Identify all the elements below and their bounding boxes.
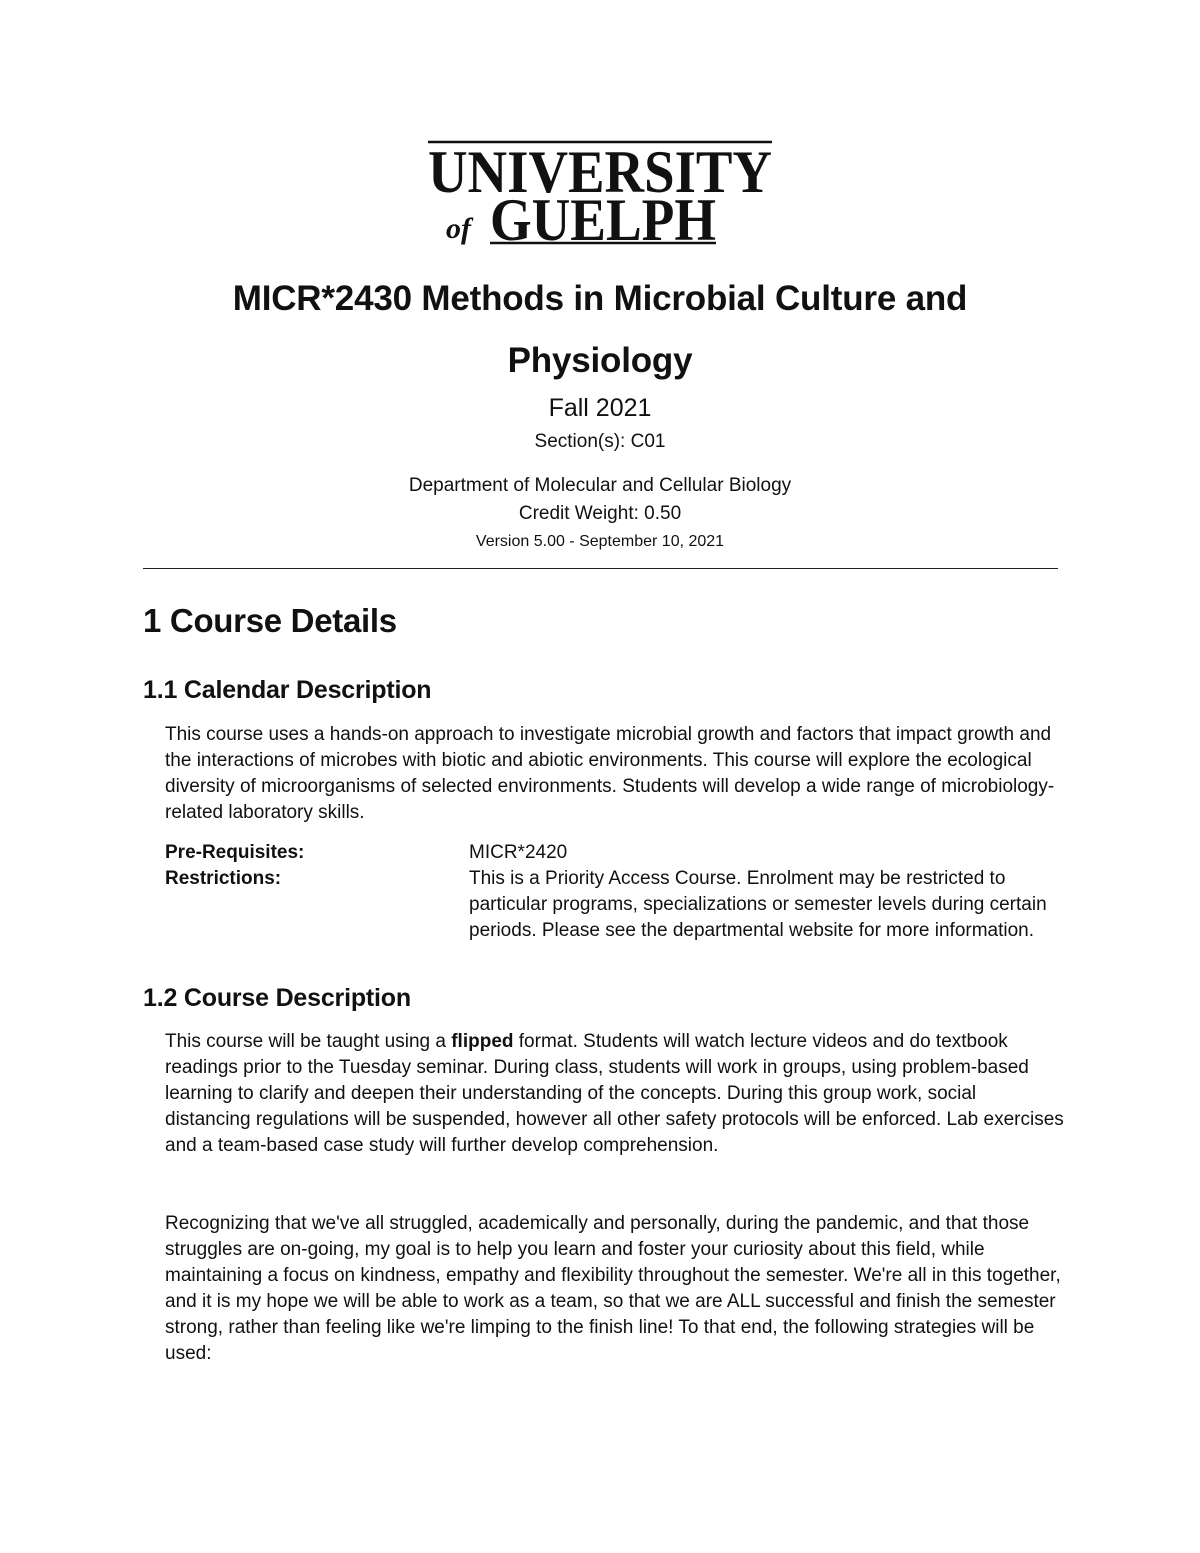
logo-of: of [446,212,471,245]
course-title-line1: MICR*2430 Methods in Microbial Culture and [232,279,968,318]
prerequisites-value: MICR*2420 [469,842,568,863]
logo-line2: GUELPH [490,187,716,246]
course-description-paragraph-1 [165,1029,1065,1159]
version: Version 5.00 - September 10, 2021 [475,533,725,550]
prerequisites-label: Pre-Requisites: [165,842,305,863]
university-of-guelph-logo [428,140,774,246]
logo-line1: UNIVERSITY [428,140,772,205]
sections: Section(s): C01 [534,431,666,452]
course-description-p1-after: format. Students will watch lecture videos and do textbook readings prior to the Tuesday seminar. During class, students will work in groups, using problem-based learning to clarify and deepen their understanding of the concepts. During this group work, social distancing regulations will be suspended, however all other safety protocols will be enforced. Lab exercises and a team-based case study will further develop comprehension. [165,1031,1064,1156]
credit-weight: Credit Weight: 0.50 [518,503,682,524]
restrictions-value: This is a Priority Access Course. Enrolment may be restricted to particular programs, specializations or semester levels during certain periods. Please see the departmental website for more information. [469,868,1047,941]
course-title [0,268,1200,392]
course-description-p1-bold: flipped [451,1031,514,1052]
course-title-line2: Physiology [507,341,693,380]
department: Department of Molecular and Cellular Biology [408,475,792,496]
course-description-p1-before: This course will be taught using a [165,1031,452,1052]
header-divider [143,568,1058,569]
restrictions-label: Restrictions: [165,868,282,889]
course-description-paragraph-2: Recognizing that we've all struggled, academically and personally, during the pandemic, and that those struggles are on-going, my goal is to help you learn and foster your curiosity about this field, while maintaining a focus on kindness, empathy and flexibility throughout the semester. We're all in this together, and it is my hope we will be able to work as a team, so that we are ALL successful and finish the semester strong, rather than feeling like we're limping to the finish line! To that end, the following strategies will be used: [165,1213,1061,1364]
heading-course-details: 1 Course Details [143,602,397,639]
calendar-description-text: This course uses a hands-on approach to investigate microbial growth and factors that impact growth and the interactions of microbes with biotic and abiotic environments. This course will explore the ecological diversity of microorganisms of selected environments. Students will develop a wide range of microbiology-related laboratory skills. [165,724,1055,823]
term: Fall 2021 [548,394,652,422]
heading-calendar-description: 1.1 Calendar Description [143,676,432,704]
heading-course-description: 1.2 Course Description [143,984,411,1012]
